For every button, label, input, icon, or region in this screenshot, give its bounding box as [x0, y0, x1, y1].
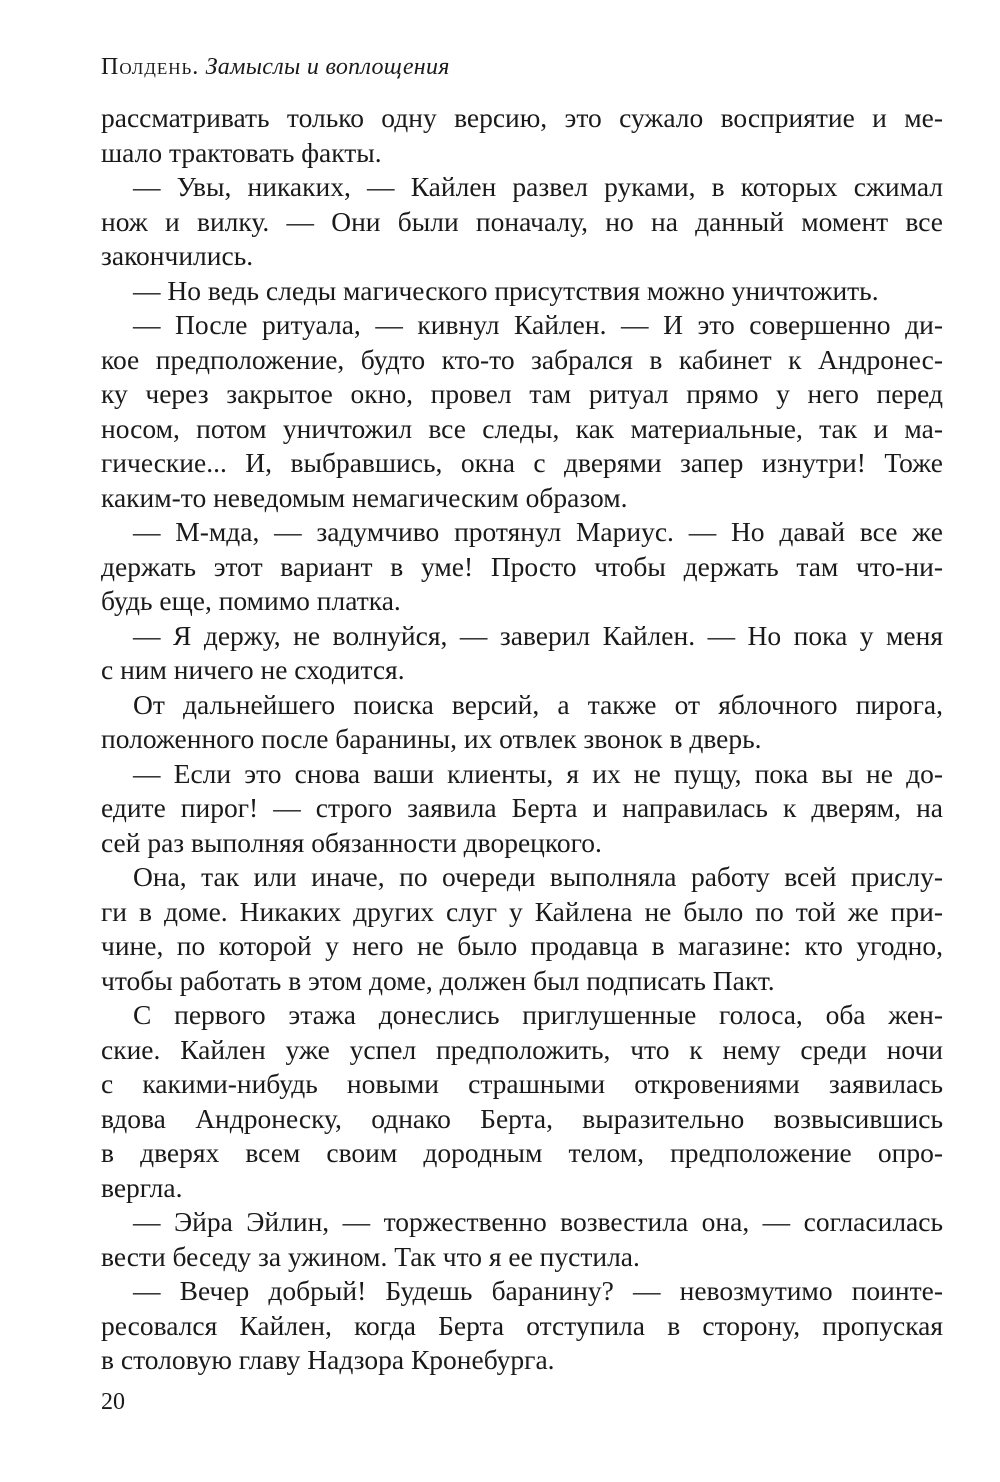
text-line: положенного после баранины, их отвлек звонок в дверь. — [101, 723, 762, 754]
text-line: держать этот вариант в уме! Просто чтобы держать там что-ни- — [101, 550, 943, 582]
page-number: 20 — [101, 1389, 125, 1415]
text-line: С первого этажа донеслись приглушенные голоса, оба жен- — [133, 999, 943, 1030]
text-line: гические... И, выбравшись, окна с дверями запер изнутри! Тоже — [101, 447, 943, 478]
text-line: — Увы, никаких, — Кайлен развел руками, в которых сжимал — [133, 171, 943, 202]
text-line: закончились. — [101, 240, 254, 271]
text-line: ги в доме. Никаких других слуг у Кайлена не было по той же при- — [101, 895, 943, 927]
running-head-chapter: Замыслы и воплощения — [205, 54, 450, 80]
text-line: вести беседу за ужином. Так что я ее пустила. — [101, 1240, 640, 1272]
text-line: — Но ведь следы магического присутствия можно уничтожить. — [133, 274, 879, 306]
text-line: шало трактовать факты. — [101, 136, 382, 168]
text-line: Она, так или иначе, по очереди выполняла работу всей прислу- — [133, 861, 943, 892]
text-line: — Я держу, не волнуйся, — заверил Кайлен. — Но пока у меня — [133, 619, 943, 651]
text-line: в столовую главу Надзора Кронебурга. — [101, 1344, 555, 1375]
text-line: чтобы работать в этом доме, должен был подписать Пакт. — [101, 964, 775, 996]
text-line: нож и вилку. — Они были поначалу, но на данный момент все — [101, 205, 943, 237]
body-text — [101, 101, 943, 1378]
text-line: чине, по которой у него не было продавца в магазине: кто угодно, — [101, 930, 943, 961]
text-line: вдова Андронеску, однако Берта, выразительно возвысившись — [101, 1102, 943, 1134]
text-line: ресовался Кайлен, когда Берта отступила в сторону, пропуская — [101, 1309, 943, 1341]
text-line: сей раз выполняя обязанности дворецкого. — [101, 826, 602, 858]
text-line: вергла. — [101, 1171, 183, 1203]
text-line: в дверях всем своим дородным телом, предположение опро- — [101, 1137, 943, 1168]
text-line: ские. Кайлен уже успел предположить, что к нему среди ночи — [101, 1033, 943, 1065]
text-line: рассматривать только одну версию, это сужало восприятие и ме- — [101, 102, 943, 133]
text-line: — После ритуала, — кивнул Кайлен. — И это совершенно ди- — [133, 309, 943, 340]
text-line: ку через закрытое окно, провел там ритуал прямо у него перед — [101, 378, 943, 409]
text-line: будь еще, помимо платка. — [101, 585, 401, 616]
text-line: — Вечер добрый! Будешь баранину? — невозмутимо поинте- — [133, 1275, 943, 1306]
text-line: с какими-нибудь новыми страшными откровениями заявилась — [101, 1068, 943, 1099]
text-line: От дальнейшего поиска версий, а также от яблочного пирога, — [133, 688, 943, 720]
running-head — [101, 51, 450, 83]
text-line: — М-мда, — задумчиво протянул Мариус. — Но давай все же — [133, 516, 943, 547]
text-line: кое предположение, будто кто-то забрался в кабинет к Андронес- — [101, 343, 943, 375]
text-line: — Если это снова ваши клиенты, я их не пущу, пока вы не до- — [133, 757, 943, 789]
text-line: — Эйра Эйлин, — торжественно возвестила она, — согласилась — [133, 1206, 943, 1237]
running-head-section: Полдень. — [101, 54, 200, 80]
text-line: носом, потом уничтожил все следы, как материальные, так и ма- — [101, 412, 943, 444]
text-line: с ним ничего не сходится. — [101, 654, 405, 685]
text-line: едите пирог! — строго заявила Берта и направилась к дверям, на — [101, 792, 943, 823]
text-line: каким-то неведомым немагическим образом. — [101, 481, 628, 513]
